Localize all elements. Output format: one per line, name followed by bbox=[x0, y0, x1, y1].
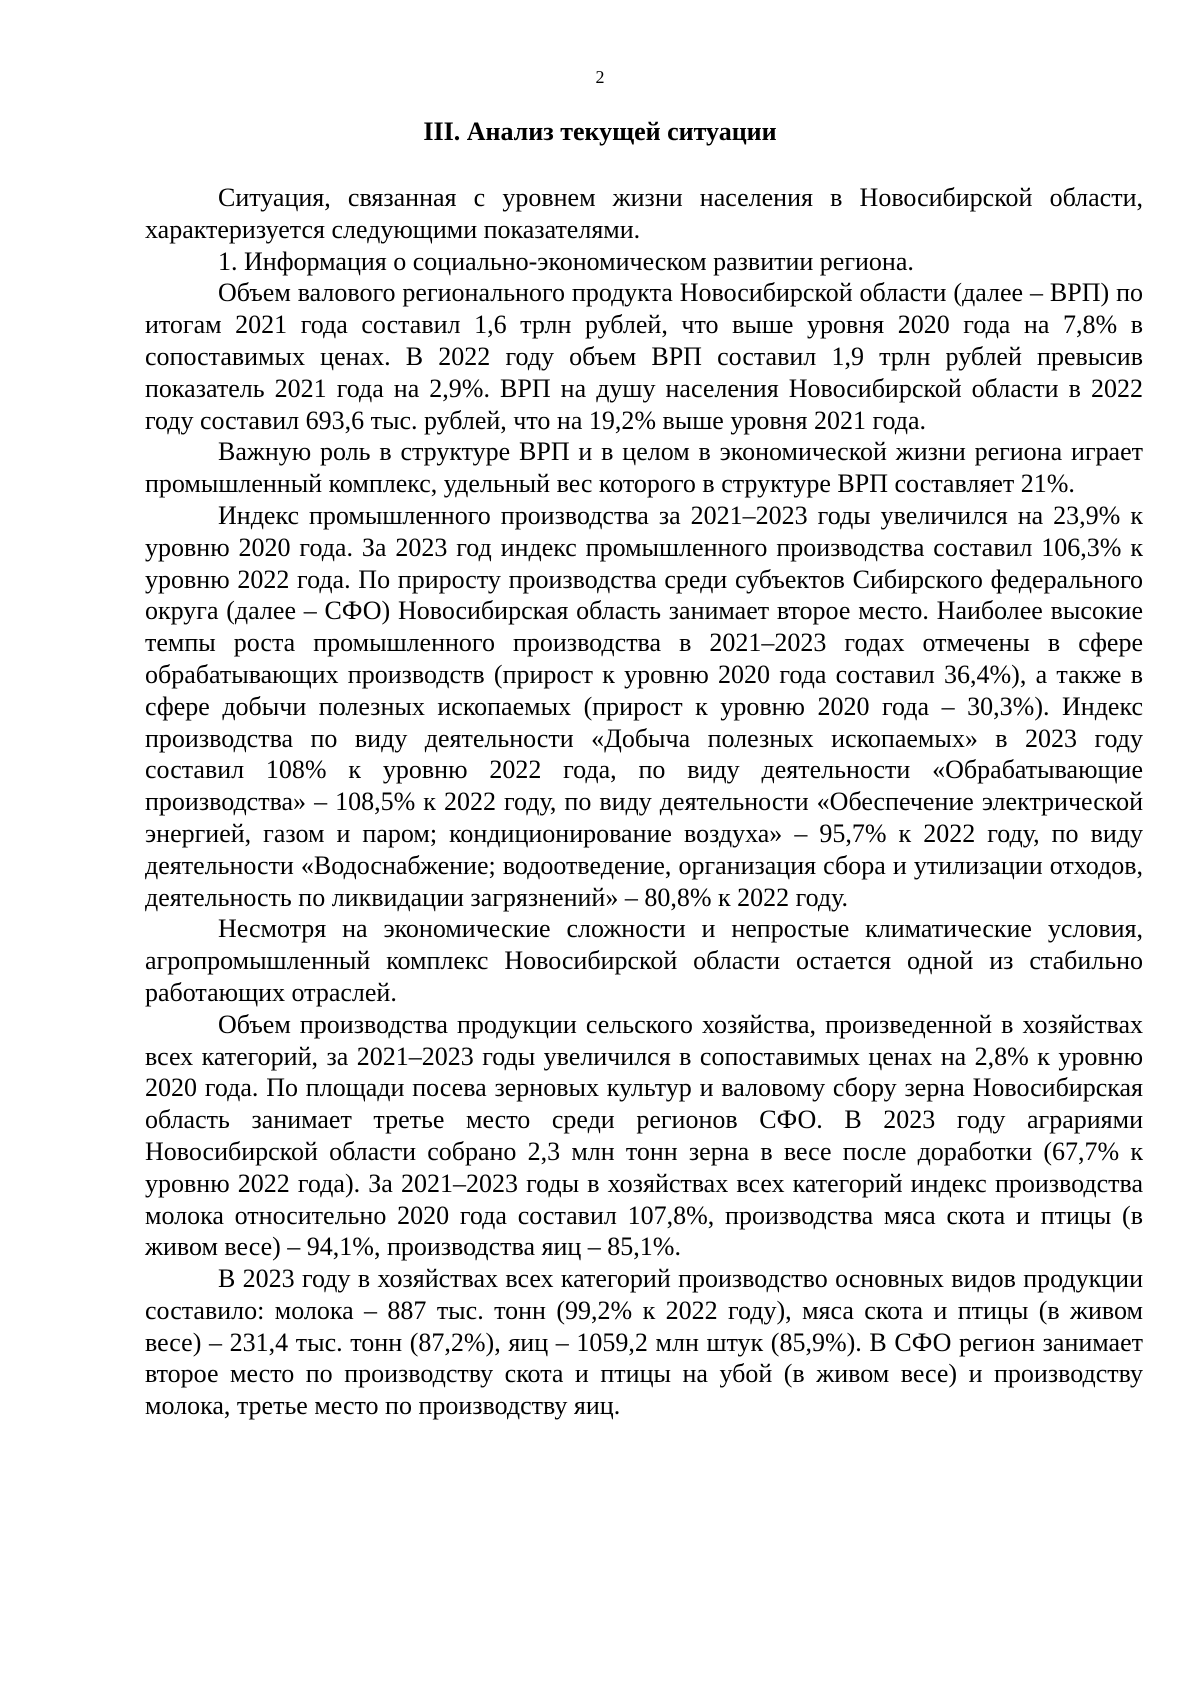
paragraph-grp: Объем валового регионального продукта Новосибирской области (далее – ВРП) по итогам 2021 года составил 1,6 трлн рублей, что выше уровня 2020 года на 7,8% в сопоставимых ценах. В 2022 году объем ВРП составил 1,9 трлн рублей превысив показатель 2021 года на 2,9%. ВРП на душу населения Новосибирской области в 2022 году составил 693,6 тыс. рублей, что на 19,2% выше уровня 2021 года. bbox=[145, 278, 1143, 435]
paragraph-agro-2023: В 2023 году в хозяйствах всех категорий производство основных видов продукции составило: молока – 887 тыс. тонн (99,2% к 2022 году), мяса скота и птицы (в живом весе) – 231,4 тыс. тонн (87,2%), яиц – 1059,2 млн штук (85,9%). В СФО регион занимает второе место по производству скота и птицы на убой (в живом весе) и производству молока, третье место по производству яиц. bbox=[145, 1264, 1143, 1421]
paragraph-intro: Ситуация, связанная с уровнем жизни населения в Новосибирской области, характеризуется следующими показателями. bbox=[145, 183, 1143, 244]
paragraph-item-1: 1. Информация о социально-экономическом развитии региона. bbox=[218, 246, 914, 276]
section-title: III. Анализ текущей ситуации bbox=[423, 117, 777, 146]
body-text bbox=[145, 182, 1143, 1422]
paragraph-industry-role: Важную роль в структуре ВРП и в целом в экономической жизни региона играет промышленный комплекс, удельный вес которого в структуре ВРП составляет 21%. bbox=[145, 437, 1143, 499]
paragraph-agro-complex: Несмотря на экономические сложности и непростые климатические условия, агропромышленный комплекс Новосибирской области остается одной из стабильно работающих отраслей. bbox=[145, 914, 1143, 1007]
paragraph-industrial-index: Индекс промышленного производства за 2021–2023 годы увеличился на 23,9% к уровню 2020 года. За 2023 год индекс промышленного производства составил 106,3% к уровню 2022 года. По приросту производства среди субъектов Сибирского федерального округа (далее – СФО) Новосибирская область занимает второе место. Наиболее высокие темпы роста промышленного производства в 2021–2023 годах отмечены в сфере обрабатывающих производств (прирост к уровню 2020 года составил 36,4%), а также в сфере добычи полезных ископаемых (прирост к уровню 2020 года – 30,3%). Индекс производства по виду деятельности «Добыча полезных ископаемых» в 2023 году составил 108% к уровню 2022 года, по виду деятельности «Обрабатывающие производства» – 108,5% к 2022 году, по виду деятельности «Обеспечение электрической энергией, газом и паром; кондиционирование воздуха» – 95,7% к 2022 году, по виду деятельности «Водоснабжение; водоотведение, организация сбора и утилизации отходов, деятельность по ликвидации загрязнений» – 80,8% к 2022 году. bbox=[145, 500, 1143, 912]
paragraph-agro-production: Объем производства продукции сельского хозяйства, произведенной в хозяйствах всех категорий, за 2021–2023 годы увеличился в сопоставимых ценах на 2,8% к уровню 2020 года. По площади посева зерновых культур и валовому сбору зерна Новосибирская область занимает третье место среди регионов СФО. В 2023 году аграриями Новосибирской области собрано 2,3 млн тонн зерна в весе после доработки (67,7% к уровню 2022 года). За 2021–2023 годы в хозяйствах всех категорий индекс производства молока относительно 2020 года составил 107,8%, производства мяса скота и птицы (в живом весе) – 94,1%, производства яиц – 85,1%. bbox=[145, 1009, 1143, 1262]
page-number: 2 bbox=[595, 67, 605, 87]
